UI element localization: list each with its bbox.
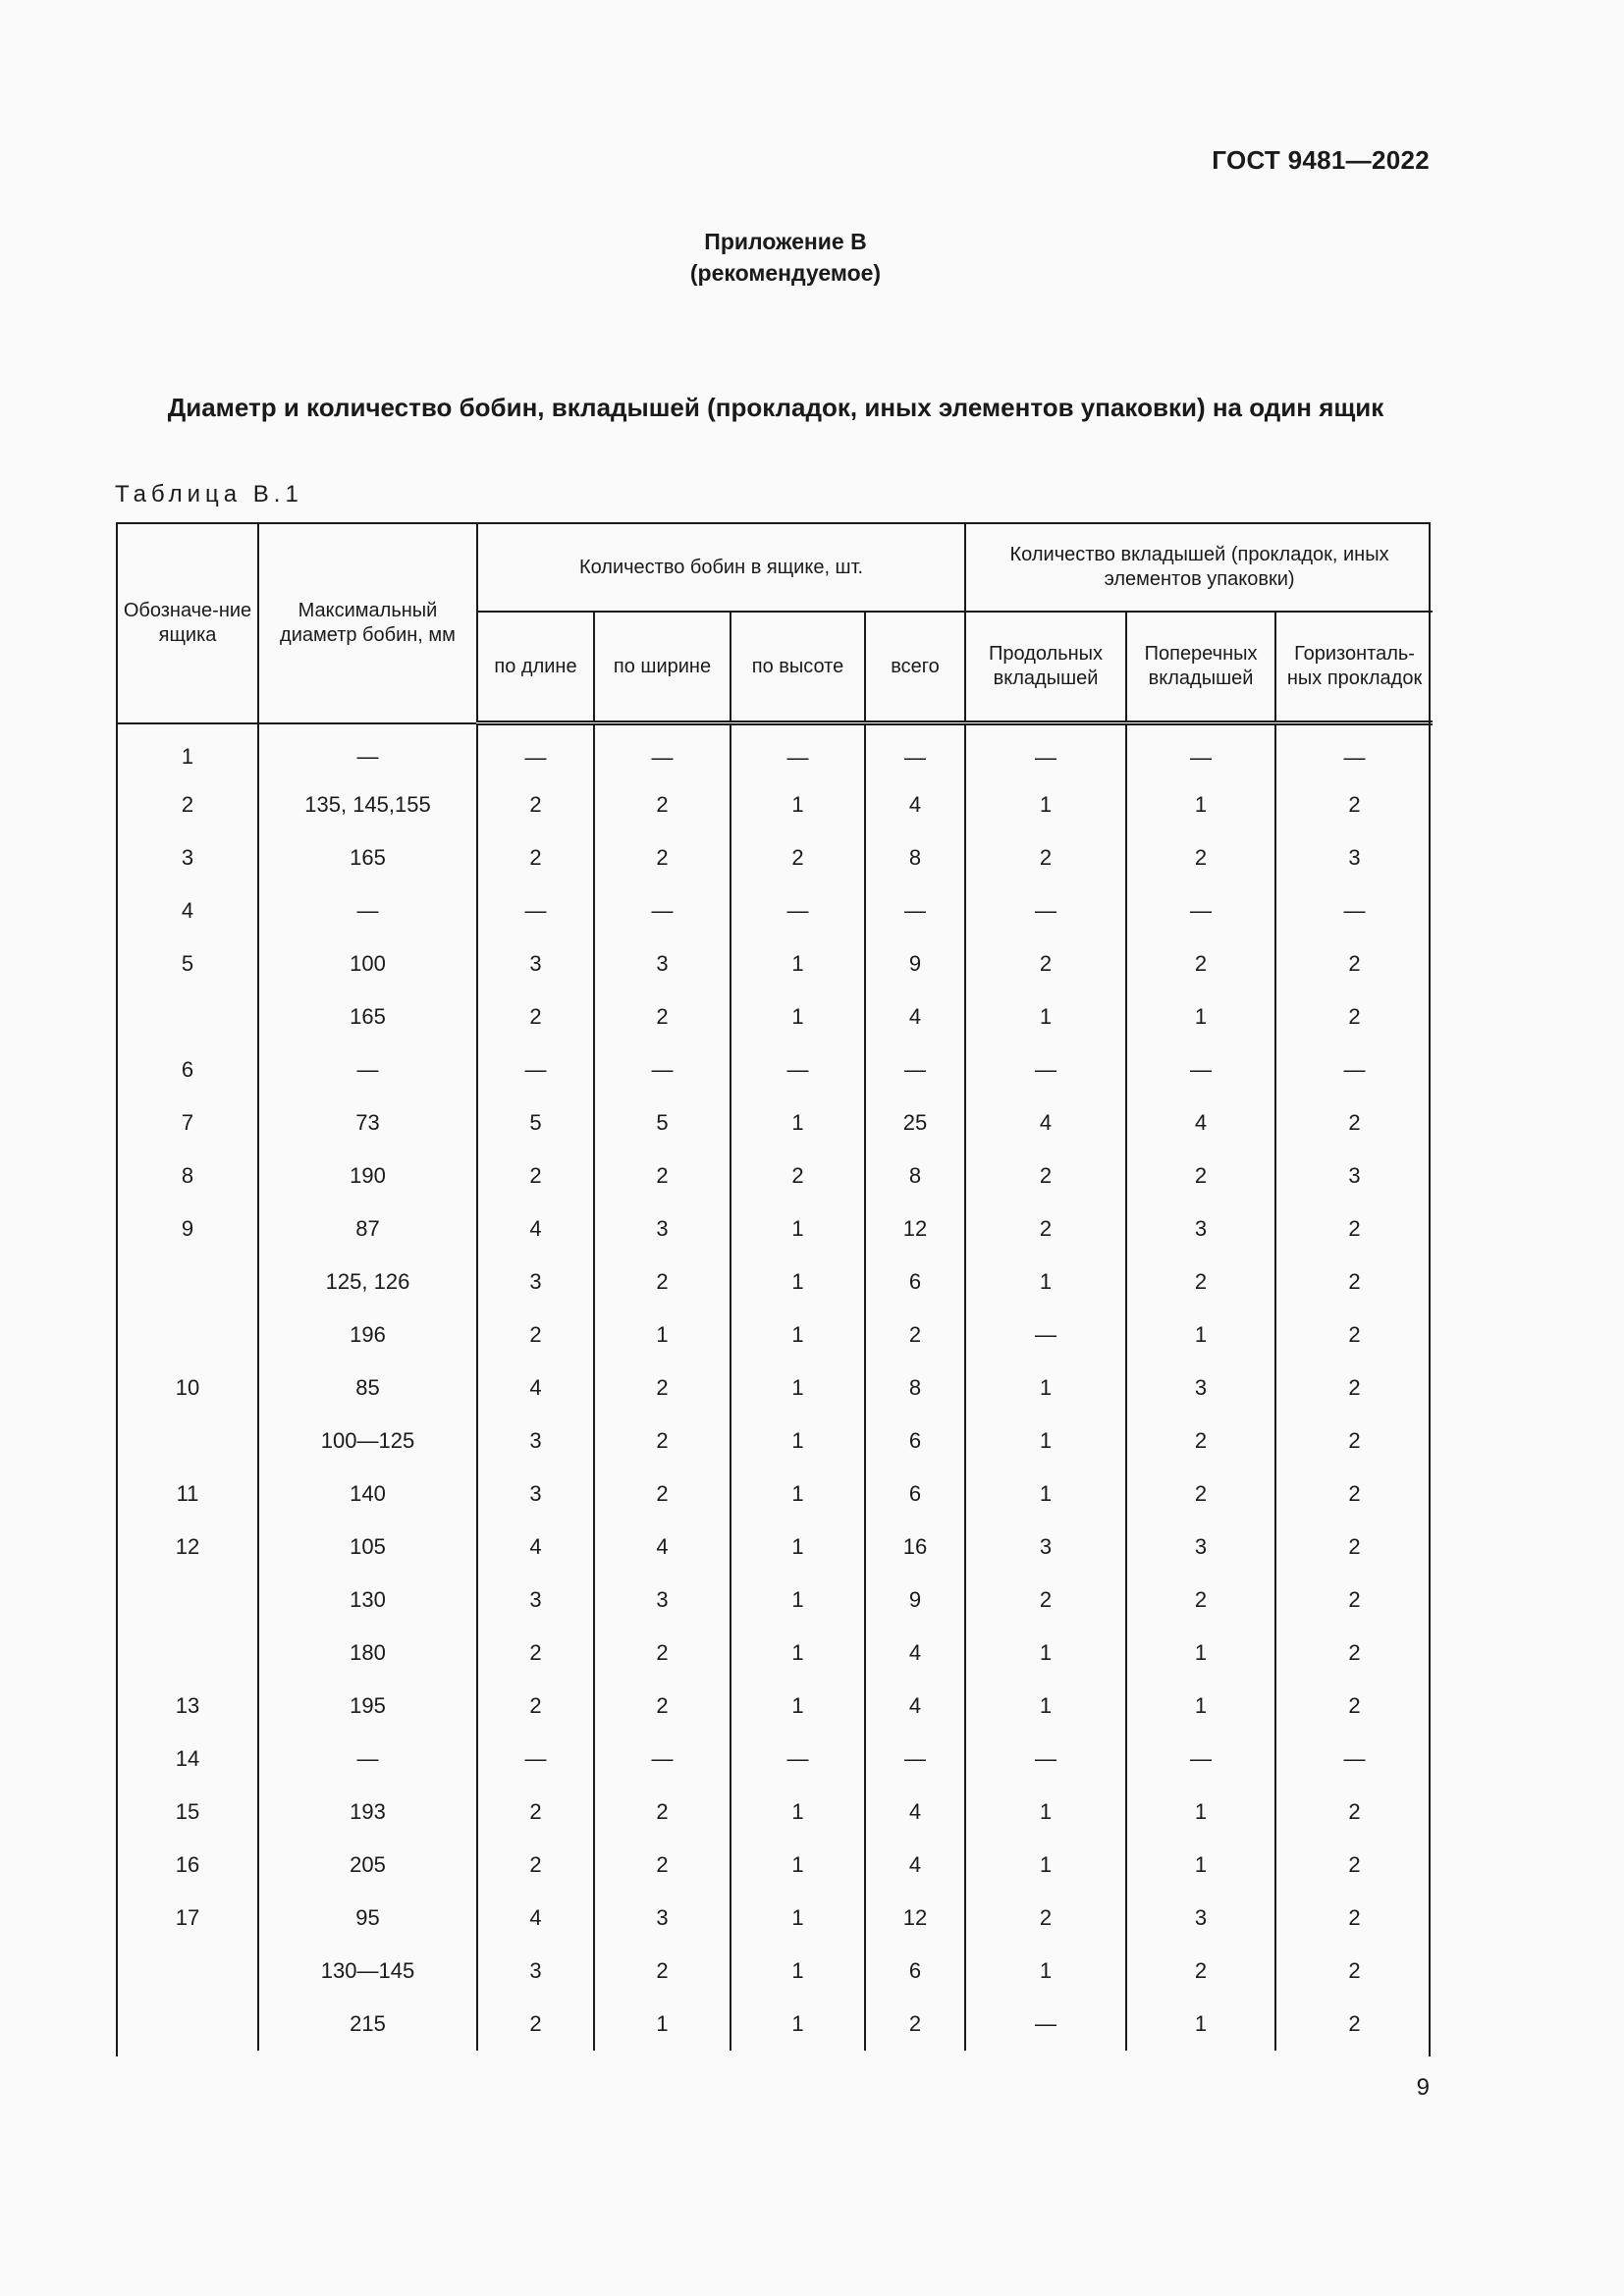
cell-longitudinal: 1 (965, 778, 1126, 831)
table-row (118, 1892, 1433, 1945)
cell-total: 2 (865, 1998, 965, 2051)
cell-box: 3 (181, 845, 194, 870)
cell-by-height: 1 (731, 1574, 865, 1627)
cell-longitudinal: 3 (965, 1521, 1126, 1574)
cell-by-height: — (731, 723, 865, 779)
header-box-designation: Обозначе-ние ящика (118, 524, 258, 723)
cell-longitudinal: 1 (965, 1362, 1126, 1415)
cell-horizontal: — (1275, 1043, 1433, 1096)
table-row (118, 723, 1433, 779)
cell-by-length: 2 (477, 1998, 594, 2051)
appendix-title: Приложение В (704, 229, 867, 254)
cell-by-height: 1 (731, 1362, 865, 1415)
cell-diameter: 165 (258, 831, 477, 884)
cell-total: 4 (865, 990, 965, 1043)
table-row (118, 1362, 1433, 1415)
cell-longitudinal: — (965, 1043, 1126, 1096)
data-table (118, 524, 1433, 2051)
cell-transverse: 2 (1126, 831, 1275, 884)
table-row (118, 1998, 1433, 2051)
cell-horizontal: 2 (1275, 1998, 1433, 2051)
cell-by-width: 1 (594, 1998, 731, 2051)
cell-transverse: 2 (1126, 937, 1275, 990)
cell-by-width: 2 (594, 990, 731, 1043)
cell-transverse: 3 (1126, 1202, 1275, 1255)
cell-longitudinal: 2 (965, 1202, 1126, 1255)
cell-total: 8 (865, 1362, 965, 1415)
cell-transverse: — (1126, 884, 1275, 937)
cell-transverse: — (1126, 1043, 1275, 1096)
cell-box (118, 1255, 258, 1308)
cell-box (118, 1998, 258, 2051)
cell-by-width: 2 (594, 1255, 731, 1308)
cell-total: 6 (865, 1415, 965, 1468)
cell-box: 4 (181, 898, 194, 923)
cell-diameter: — (258, 1733, 477, 1786)
cell-by-length: — (477, 1043, 594, 1096)
cell-box (118, 1415, 258, 1468)
cell-total: 6 (865, 1468, 965, 1521)
cell-diameter: 130—145 (258, 1945, 477, 1998)
cell-transverse: 1 (1126, 990, 1275, 1043)
cell-total: 9 (865, 1574, 965, 1627)
cell-transverse: 1 (1126, 1998, 1275, 2051)
cell-by-height: 1 (731, 1468, 865, 1521)
cell-diameter: 195 (258, 1680, 477, 1733)
cell-longitudinal: 2 (965, 1574, 1126, 1627)
cell-total: 4 (865, 1680, 965, 1733)
table-row (118, 1680, 1433, 1733)
cell-diameter: 165 (258, 990, 477, 1043)
cell-longitudinal: 1 (965, 1680, 1126, 1733)
cell-total: 9 (865, 937, 965, 990)
cell-box: 12 (175, 1534, 200, 1559)
cell-horizontal: — (1275, 723, 1433, 779)
cell-horizontal: 2 (1275, 1202, 1433, 1255)
cell-by-width: 2 (594, 778, 731, 831)
cell-diameter: 100 (258, 937, 477, 990)
table-row (118, 937, 1433, 990)
cell-by-width: 2 (594, 1468, 731, 1521)
cell-horizontal: 3 (1275, 1149, 1433, 1202)
document-code: ГОСТ 9481—2022 (1212, 145, 1430, 175)
cell-horizontal: 2 (1275, 1680, 1433, 1733)
cell-by-length: — (477, 1733, 594, 1786)
cell-transverse: 1 (1126, 1627, 1275, 1680)
cell-diameter: 100—125 (258, 1415, 477, 1468)
cell-by-length: 2 (477, 831, 594, 884)
cell-box (118, 1308, 258, 1362)
cell-by-height: 2 (731, 831, 865, 884)
cell-horizontal: — (1275, 1733, 1433, 1786)
cell-diameter: 135, 145,155 (258, 778, 477, 831)
cell-horizontal: 2 (1275, 1839, 1433, 1892)
cell-by-height: 1 (731, 1202, 865, 1255)
cell-horizontal: 2 (1275, 937, 1433, 990)
cell-diameter: 196 (258, 1308, 477, 1362)
cell-transverse: 2 (1126, 1415, 1275, 1468)
cell-longitudinal: — (965, 884, 1126, 937)
cell-diameter: 95 (258, 1892, 477, 1945)
cell-transverse: 2 (1126, 1945, 1275, 1998)
cell-box: 14 (175, 1746, 200, 1771)
cell-longitudinal: 1 (965, 1945, 1126, 1998)
cell-diameter: 180 (258, 1627, 477, 1680)
cell-by-height: 1 (731, 1627, 865, 1680)
cell-by-length: 2 (477, 1149, 594, 1202)
cell-by-width: 2 (594, 1415, 731, 1468)
cell-by-length: 3 (477, 1945, 594, 1998)
cell-longitudinal: 4 (965, 1096, 1126, 1149)
cell-diameter: 130 (258, 1574, 477, 1627)
cell-by-width: 2 (594, 1362, 731, 1415)
table-row (118, 1149, 1433, 1202)
header-max-diameter: Максимальный диаметр бобин, мм (258, 524, 477, 723)
cell-box: 13 (175, 1693, 200, 1718)
cell-total: 25 (865, 1096, 965, 1149)
table-row (118, 1627, 1433, 1680)
cell-by-width: — (594, 1733, 731, 1786)
cell-diameter: 105 (258, 1521, 477, 1574)
header-horizontal-pads: Горизонталь-ных прокладок (1275, 612, 1433, 723)
cell-diameter: 73 (258, 1096, 477, 1149)
header-by-width: по ширине (594, 612, 731, 723)
cell-horizontal: 2 (1275, 1362, 1433, 1415)
cell-by-length: 2 (477, 1680, 594, 1733)
header-by-height: по высоте (731, 612, 865, 723)
page-number: 9 (1416, 2074, 1430, 2101)
cell-by-height: 1 (731, 1892, 865, 1945)
header-total: всего (865, 612, 965, 723)
cell-diameter: 205 (258, 1839, 477, 1892)
table-row (118, 884, 1433, 937)
table-container (116, 522, 1431, 2056)
cell-horizontal: 2 (1275, 778, 1433, 831)
cell-longitudinal: 1 (965, 1627, 1126, 1680)
cell-diameter: — (258, 723, 477, 779)
cell-by-width: 2 (594, 1786, 731, 1839)
cell-horizontal: 2 (1275, 1308, 1433, 1362)
cell-box: 2 (181, 792, 194, 817)
cell-by-length: 2 (477, 778, 594, 831)
cell-by-width: 2 (594, 1627, 731, 1680)
cell-transverse: 4 (1126, 1096, 1275, 1149)
cell-by-width: 3 (594, 937, 731, 990)
cell-longitudinal: — (965, 1308, 1126, 1362)
cell-box (118, 1945, 258, 1998)
cell-by-height: 1 (731, 1096, 865, 1149)
table-row (118, 1202, 1433, 1255)
cell-by-height: 1 (731, 1521, 865, 1574)
cell-total: 4 (865, 1839, 965, 1892)
cell-transverse: 2 (1126, 1574, 1275, 1627)
table-label: Таблица В.1 (115, 481, 303, 507)
cell-total: — (865, 1043, 965, 1096)
cell-transverse: 1 (1126, 1786, 1275, 1839)
cell-transverse: 1 (1126, 778, 1275, 831)
cell-box: 5 (181, 951, 194, 976)
table-row (118, 1786, 1433, 1839)
cell-by-length: 2 (477, 990, 594, 1043)
table-row (118, 778, 1433, 831)
cell-by-height: — (731, 1733, 865, 1786)
table-row (118, 1043, 1433, 1096)
cell-by-length: 4 (477, 1521, 594, 1574)
cell-horizontal: 3 (1275, 831, 1433, 884)
cell-horizontal: 2 (1275, 1627, 1433, 1680)
cell-horizontal: — (1275, 884, 1433, 937)
cell-by-length: 4 (477, 1892, 594, 1945)
table-row (118, 1839, 1433, 1892)
cell-by-length: 3 (477, 1468, 594, 1521)
cell-diameter: 193 (258, 1786, 477, 1839)
cell-by-length: 5 (477, 1096, 594, 1149)
table-header (118, 524, 1433, 723)
table-row (118, 1415, 1433, 1468)
cell-transverse: 2 (1126, 1255, 1275, 1308)
cell-by-width: 3 (594, 1892, 731, 1945)
cell-by-length: 4 (477, 1362, 594, 1415)
cell-box: 1 (181, 744, 194, 770)
cell-by-width: 2 (594, 1839, 731, 1892)
header-bobbins-group: Количество бобин в ящике, шт. (477, 524, 965, 612)
cell-by-width: 2 (594, 831, 731, 884)
cell-transverse: 1 (1126, 1308, 1275, 1362)
cell-diameter: 190 (258, 1149, 477, 1202)
cell-total: 6 (865, 1945, 965, 1998)
cell-diameter: 125, 126 (258, 1255, 477, 1308)
cell-longitudinal: 1 (965, 1468, 1126, 1521)
cell-by-width: 5 (594, 1096, 731, 1149)
table-row (118, 1255, 1433, 1308)
cell-total: 8 (865, 1149, 965, 1202)
header-transverse-inserts: Поперечных вкладышей (1126, 612, 1275, 723)
cell-longitudinal: — (965, 723, 1126, 779)
cell-total: 16 (865, 1521, 965, 1574)
cell-box: 9 (181, 1216, 194, 1241)
cell-by-height: 1 (731, 778, 865, 831)
table-row (118, 1945, 1433, 1998)
cell-diameter: 85 (258, 1362, 477, 1415)
cell-by-width: — (594, 723, 731, 779)
table-row (118, 1308, 1433, 1362)
cell-total: 6 (865, 1255, 965, 1308)
cell-by-length: 2 (477, 1786, 594, 1839)
cell-by-width: — (594, 884, 731, 937)
cell-box: 10 (175, 1375, 200, 1400)
cell-by-width: 4 (594, 1521, 731, 1574)
cell-by-width: 1 (594, 1308, 731, 1362)
cell-longitudinal: — (965, 1733, 1126, 1786)
cell-by-length: 2 (477, 1308, 594, 1362)
cell-by-height: 1 (731, 1998, 865, 2051)
cell-horizontal: 2 (1275, 990, 1433, 1043)
cell-horizontal: 2 (1275, 1786, 1433, 1839)
cell-total: 4 (865, 778, 965, 831)
cell-box: 11 (176, 1481, 199, 1506)
cell-box: 8 (181, 1163, 194, 1188)
table-row (118, 1574, 1433, 1627)
cell-by-height: 1 (731, 1945, 865, 1998)
cell-transverse: 2 (1126, 1149, 1275, 1202)
cell-diameter: 215 (258, 1998, 477, 2051)
cell-by-length: 4 (477, 1202, 594, 1255)
cell-longitudinal: 2 (965, 1892, 1126, 1945)
cell-longitudinal: 1 (965, 1786, 1126, 1839)
cell-by-height: 1 (731, 1680, 865, 1733)
cell-total: — (865, 723, 965, 779)
cell-box: 6 (181, 1057, 194, 1082)
cell-longitudinal: 2 (965, 1149, 1126, 1202)
table-row (118, 1096, 1433, 1149)
cell-box: 17 (175, 1905, 200, 1930)
cell-horizontal: 2 (1275, 1521, 1433, 1574)
table-row (118, 1521, 1433, 1574)
cell-transverse: 3 (1126, 1892, 1275, 1945)
cell-longitudinal: 2 (965, 831, 1126, 884)
table-body (118, 723, 1433, 2052)
cell-horizontal: 2 (1275, 1468, 1433, 1521)
cell-by-width: 2 (594, 1149, 731, 1202)
cell-diameter: 140 (258, 1468, 477, 1521)
cell-by-length: 3 (477, 937, 594, 990)
appendix-subtitle: (рекомендуемое) (689, 260, 882, 286)
cell-diameter: — (258, 1043, 477, 1096)
section-title: Диаметр и количество бобин, вкладышей (прокладок, иных элементов упаковки) на один ящик (167, 393, 1384, 422)
cell-by-height: 1 (731, 1255, 865, 1308)
cell-by-length: 2 (477, 1839, 594, 1892)
cell-total: 4 (865, 1627, 965, 1680)
cell-box: 16 (175, 1852, 200, 1877)
cell-by-width: — (594, 1043, 731, 1096)
cell-by-height: — (731, 884, 865, 937)
cell-total: 4 (865, 1786, 965, 1839)
cell-by-height: 1 (731, 1839, 865, 1892)
cell-horizontal: 2 (1275, 1945, 1433, 1998)
cell-longitudinal: 2 (965, 937, 1126, 990)
cell-horizontal: 2 (1275, 1574, 1433, 1627)
cell-horizontal: 2 (1275, 1415, 1433, 1468)
cell-longitudinal: 1 (965, 1839, 1126, 1892)
table-row (118, 990, 1433, 1043)
cell-longitudinal: 1 (965, 1415, 1126, 1468)
cell-by-length: 3 (477, 1415, 594, 1468)
appendix-heading (0, 226, 1571, 289)
cell-by-height: 1 (731, 990, 865, 1043)
cell-total: — (865, 1733, 965, 1786)
cell-box: 15 (175, 1799, 200, 1824)
table-row (118, 1733, 1433, 1786)
cell-transverse: 2 (1126, 1468, 1275, 1521)
cell-by-width: 3 (594, 1574, 731, 1627)
cell-by-width: 2 (594, 1945, 731, 1998)
cell-total: 2 (865, 1308, 965, 1362)
cell-by-height: — (731, 1043, 865, 1096)
cell-longitudinal: — (965, 1998, 1126, 2051)
cell-transverse: — (1126, 1733, 1275, 1786)
cell-transverse: 3 (1126, 1362, 1275, 1415)
cell-by-height: 1 (731, 1415, 865, 1468)
cell-total: — (865, 884, 965, 937)
cell-total: 8 (865, 831, 965, 884)
cell-by-width: 2 (594, 1680, 731, 1733)
header-inserts-group: Количество вкладышей (прокладок, иных элементов упаковки) (965, 524, 1433, 612)
table-row (118, 1468, 1433, 1521)
cell-transverse: 1 (1126, 1680, 1275, 1733)
cell-box (118, 1627, 258, 1680)
cell-horizontal: 2 (1275, 1255, 1433, 1308)
cell-by-length: — (477, 884, 594, 937)
cell-transverse: 1 (1126, 1839, 1275, 1892)
cell-horizontal: 2 (1275, 1096, 1433, 1149)
header-by-length: по длине (477, 612, 594, 723)
cell-total: 12 (865, 1892, 965, 1945)
cell-longitudinal: 1 (965, 990, 1126, 1043)
cell-by-height: 1 (731, 937, 865, 990)
header-longitudinal-inserts: Продольных вкладышей (965, 612, 1126, 723)
cell-by-width: 3 (594, 1202, 731, 1255)
cell-transverse: 3 (1126, 1521, 1275, 1574)
cell-by-length: — (477, 723, 594, 779)
cell-horizontal: 2 (1275, 1892, 1433, 1945)
cell-diameter: 87 (258, 1202, 477, 1255)
cell-box (118, 1574, 258, 1627)
cell-box (118, 990, 258, 1043)
cell-box: 7 (181, 1110, 194, 1135)
cell-total: 12 (865, 1202, 965, 1255)
cell-by-length: 3 (477, 1574, 594, 1627)
cell-by-length: 3 (477, 1255, 594, 1308)
cell-longitudinal: 1 (965, 1255, 1126, 1308)
cell-by-height: 1 (731, 1786, 865, 1839)
cell-transverse: — (1126, 723, 1275, 779)
cell-by-height: 2 (731, 1149, 865, 1202)
table-row (118, 831, 1433, 884)
cell-by-length: 2 (477, 1627, 594, 1680)
cell-diameter: — (258, 884, 477, 937)
cell-by-height: 1 (731, 1308, 865, 1362)
